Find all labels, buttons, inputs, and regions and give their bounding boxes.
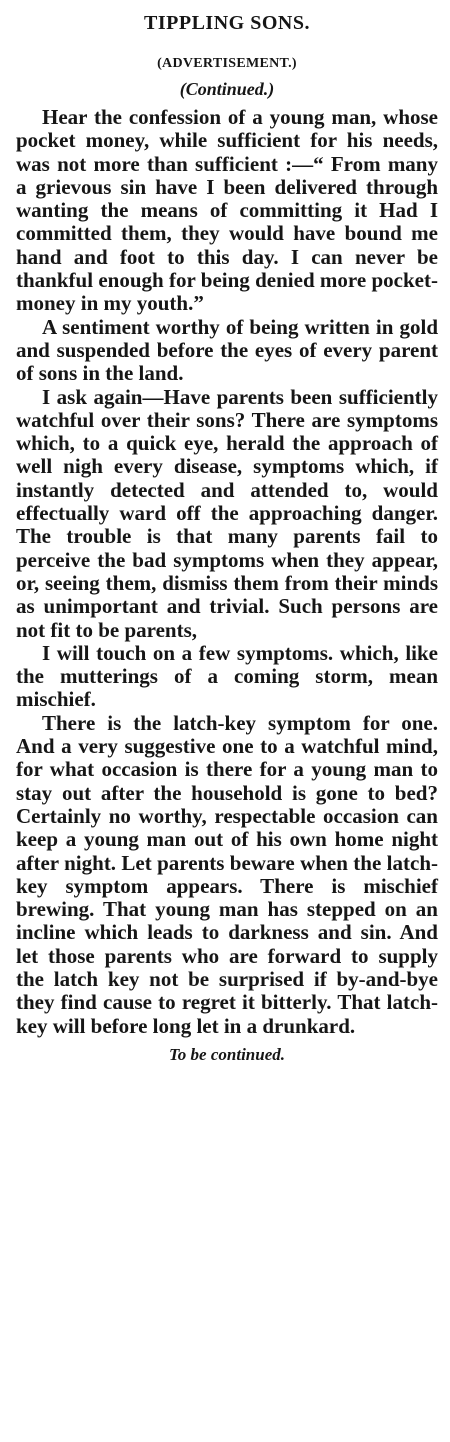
continued-note: (Continued.) [179,79,275,99]
to-be-continued: To be continued. [168,1044,286,1064]
paragraph-sentiment: A sentiment worthy of being written in gold and suspended before the eyes of every parent of sons in the land. [16,314,438,386]
advertisement-label: (ADVERTISEMENT.) [157,56,297,71]
paragraph-confession: Hear the confession of a young man, whose pocket money, while sufficient for his needs, was not more than sufficient :—“ From many a grievous sin have I been delivered through wanting the means of committing it Had I committed them, they would have bound me hand and foot to this day. I can never be thankful enough for being denied more pocket-money in my youth.” [16,105,438,316]
article-headline: TIPPLING SONS. [144,12,310,34]
paragraph-latch-key: There is the latch-key symptom for one. And a very suggestive one to a watchful mind, for what occasion is there for a young man to stay out after the household is gone to bed? Certainly no worthy, respectable occasion can keep a young man out of his own home night after night. Let parents beware when the latch-key symptom appears. There is mischief brewing. That young man has stepped on an incline which leads to darkness and sin. And let those parents who are forward to supply the latch key not be surprised if by-and-bye they find cause to regret it bitterly. That latch-key will before long let in a drunkard. [16,710,438,1038]
paragraph-symptoms: I will touch on a few symptoms. which, like the mutterings of a coming storm, mean mischief. [16,640,438,712]
paragraph-watchful: I ask again—Have parents been sufficiently watchful over their sons? There are symptoms which, to a quick eye, herald the approach of well nigh every disease, symptoms which, if instantly detected and attended to, would effectually ward off the approaching danger. The trouble is that many parents fail to perceive the bad symptoms when they appear, or, seeing them, dismiss them from their minds as unimportant and trivial. Such persons are not fit to be parents, [16,384,438,642]
